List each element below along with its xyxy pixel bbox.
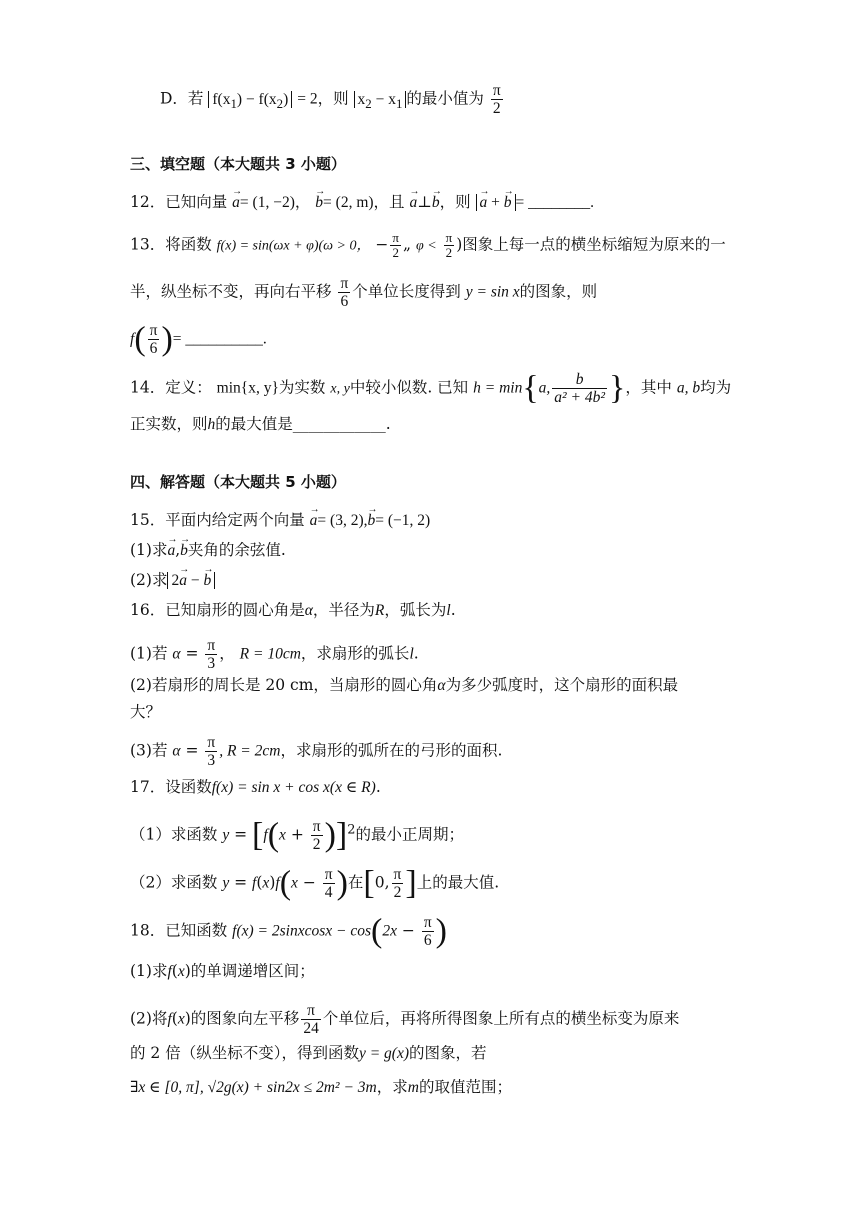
q18-part2-line2: 的 2 倍（纵坐标不变），得到函数y = g(x)的图象，若 — [130, 1044, 487, 1062]
q18-part1: (1)求f(x)的单调递增区间； — [130, 962, 315, 980]
q13-line1: 13．将函数 f(x) = sin(ωx + φ)(ω > 0， − $\frac{\pi}{2}$ „ φ < $\frac{\pi}{2}$ )图象上每一点的横坐标缩短为原来的一 — [130, 230, 726, 260]
q16-part2-line2: 大？ — [130, 703, 162, 721]
q15-line1: 15．平面内给定两个向量 → a= (3, 2),→ b= (−1, 2) — [130, 509, 430, 532]
q17-line1: 17．设函数f(x) = sin x + cos x(x ∈ R). — [130, 778, 381, 796]
q16-line1: 16．已知扇形的圆心角是α，半径为R，弧长为l. — [130, 601, 456, 619]
q11-option-d: D．若 $f(x_1) - f(x_2) = 2$，则 $x_2 - x_1$ 的最小值为 $\frac{\pi}{2}$ — [160, 82, 501, 117]
q12: 12．已知向量 → a= (1, −2)， → b= (2, m)，且 → a⊥→ b，则 → a + → b = ________. — [130, 191, 594, 214]
q16-part1: (1)若 α = $\frac{\pi}{3}$ ， R = 10cm，求扇形的弧长l. — [130, 637, 419, 672]
q17-part2: （2）求函数 y = f(x)f(x − $\frac{\pi}{4}$ )在[0, $\frac{\pi}{2}$ ]上的最大值. — [130, 864, 500, 902]
q18-line1: 18．已知函数 f(x) = 2sinxcosx − cos(2x − $\frac{\pi}{6}$ ) — [130, 912, 447, 950]
q14-line2: 正实数，则h的最大值是____________. — [130, 415, 391, 433]
q18-part2-line3: ∃x ∈ [0, π], √2g(x) + sin2x ≤ 2m² − 3m，求m的取值范围； — [130, 1078, 512, 1096]
q18-part2-line1: (2)将f(x)的图象向左平移 $\frac{\pi}{24}$ 个单位后，再将所得图象上所有点的横坐标变为原来 — [130, 1002, 680, 1037]
q16-part3: (3)若 α = $\frac{\pi}{3}$ , R = 2cm，求扇形的弧所在的弓形的面积. — [130, 734, 503, 769]
q13-line2: 半，纵坐标不变，再向右平移 $\frac{\pi}{6}$ 个单位长度得到 y = sin x的图象，则 — [130, 275, 598, 310]
q15-part2: (2)求 2→ a − → b — [130, 569, 215, 592]
q15-part1: (1)求→ a,→ b夹角的余弦值. — [130, 539, 286, 562]
q16-part2-line1: (2)若扇形的周长是 20 cm，当扇形的圆心角α为多少弧度时，这个扇形的面积最 — [130, 676, 679, 694]
q17-part1: （1）求函数 y = [f(x + $\frac{\pi}{2}$ )]$^2$的最小正周期； — [130, 816, 464, 854]
section-3-heading: 三、填空题（本大题共 3 小题） — [130, 155, 346, 173]
q14-line1: 14．定义： min{x, y}为实数 x, y中较小似数. 已知 h = min{a, $\frac{b}{\text{a² + 4b²}}$ }，其中 a, b均为 — [130, 369, 732, 407]
q13-line3: f( $\frac{\pi}{6}$ )= __________. — [130, 320, 267, 358]
section-4-heading: 四、解答题（本大题共 5 小题） — [130, 473, 346, 491]
